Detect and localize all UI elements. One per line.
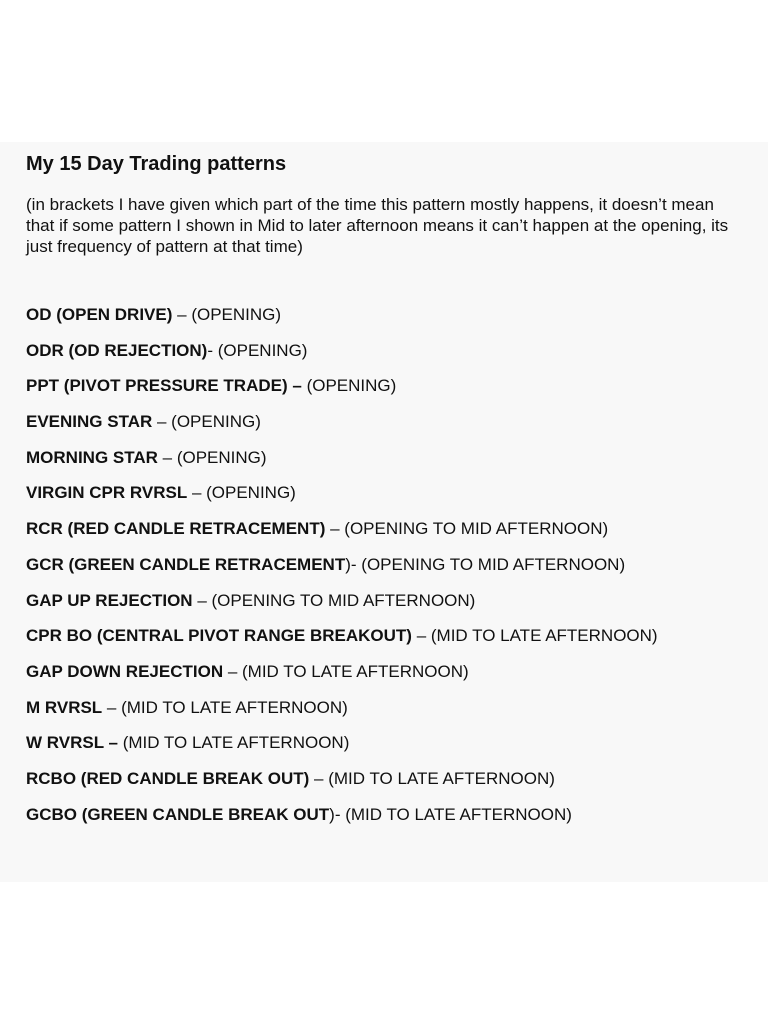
- pattern-name: ODR (OD REJECTION): [26, 340, 208, 360]
- pattern-item: [26, 590, 658, 626]
- pattern-name: RCBO (RED CANDLE BREAK OUT): [26, 768, 310, 788]
- pattern-time: (MID TO LATE AFTERNOON): [121, 697, 348, 717]
- pattern-item: [26, 554, 658, 590]
- pattern-separator: –: [325, 519, 345, 539]
- pattern-separator: –: [223, 661, 242, 681]
- pattern-time: (OPENING): [171, 412, 261, 432]
- pattern-separator: -: [207, 340, 218, 360]
- intro-paragraph: (in brackets I have given which part of the time this pattern mostly happens, it doesn’t mean that if some pattern I shown in Mid to later afternoon means it can’t happen at the opening, its just frequency of pattern at that time): [26, 195, 729, 256]
- pattern-name: GCBO (GREEN CANDLE BREAK OUT: [26, 804, 330, 824]
- pattern-name: MORNING STAR: [26, 447, 158, 467]
- pattern-item: [26, 804, 658, 840]
- pattern-item: [26, 482, 658, 518]
- document-title: My 15 Day Trading patterns: [26, 153, 287, 175]
- pattern-item: [26, 661, 658, 697]
- pattern-time: (OPENING): [176, 447, 267, 467]
- pattern-name: OD (OPEN DRIVE): [26, 305, 173, 324]
- pattern-time: (MID TO LATE AFTERNOON): [328, 768, 555, 788]
- pattern-separator: –: [152, 412, 172, 432]
- pattern-item: [26, 340, 658, 376]
- pattern-time: (OPENING TO MID AFTERNOON): [344, 519, 609, 539]
- pattern-name: M RVRSL: [26, 697, 103, 717]
- pattern-name: VIRGIN CPR RVRSL: [26, 483, 188, 503]
- pattern-item: [26, 625, 658, 661]
- pattern-name: W RVRSL –: [26, 733, 118, 753]
- pattern-list: [26, 304, 658, 839]
- pattern-time: (OPENING TO MID AFTERNOON): [361, 554, 626, 574]
- pattern-separator: –: [172, 305, 192, 324]
- pattern-item: [26, 447, 658, 483]
- pattern-name: PPT (PIVOT PRESSURE TRADE) –: [26, 376, 302, 396]
- pattern-name: GAP UP REJECTION: [26, 590, 193, 610]
- pattern-name: EVENING STAR: [26, 412, 153, 432]
- pattern-time: (MID TO LATE AFTERNOON): [122, 733, 350, 753]
- pattern-separator: )-: [345, 554, 362, 574]
- pattern-time: (OPENING): [206, 483, 296, 503]
- pattern-time: (MID TO LATE AFTERNOON): [345, 804, 572, 824]
- pattern-separator: –: [411, 626, 431, 646]
- pattern-separator: –: [157, 447, 177, 467]
- pattern-time: (MID TO LATE AFTERNOON): [430, 626, 658, 646]
- pattern-name: RCR (RED CANDLE RETRACEMENT): [26, 519, 326, 539]
- pattern-time: (OPENING): [191, 305, 282, 324]
- pattern-separator: –: [309, 768, 329, 788]
- pattern-separator: –: [187, 483, 207, 503]
- pattern-time: (OPENING TO MID AFTERNOON): [211, 590, 476, 610]
- pattern-item: [26, 411, 658, 447]
- pattern-separator: )-: [329, 804, 346, 824]
- pattern-item: [26, 518, 658, 554]
- pattern-item: [26, 732, 658, 768]
- pattern-time: (MID TO LATE AFTERNOON): [242, 661, 469, 681]
- pattern-name: GAP DOWN REJECTION: [26, 661, 224, 681]
- pattern-name: CPR BO (CENTRAL PIVOT RANGE BREAKOUT): [26, 626, 412, 646]
- pattern-separator: –: [102, 697, 122, 717]
- pattern-time: (OPENING): [306, 376, 397, 396]
- pattern-time: (OPENING): [217, 340, 308, 360]
- pattern-item: [26, 768, 658, 804]
- pattern-separator: –: [192, 590, 212, 610]
- pattern-item: [26, 304, 658, 340]
- pattern-item: [26, 697, 658, 733]
- pattern-item: [26, 375, 658, 411]
- pattern-name: GCR (GREEN CANDLE RETRACEMENT: [26, 554, 346, 574]
